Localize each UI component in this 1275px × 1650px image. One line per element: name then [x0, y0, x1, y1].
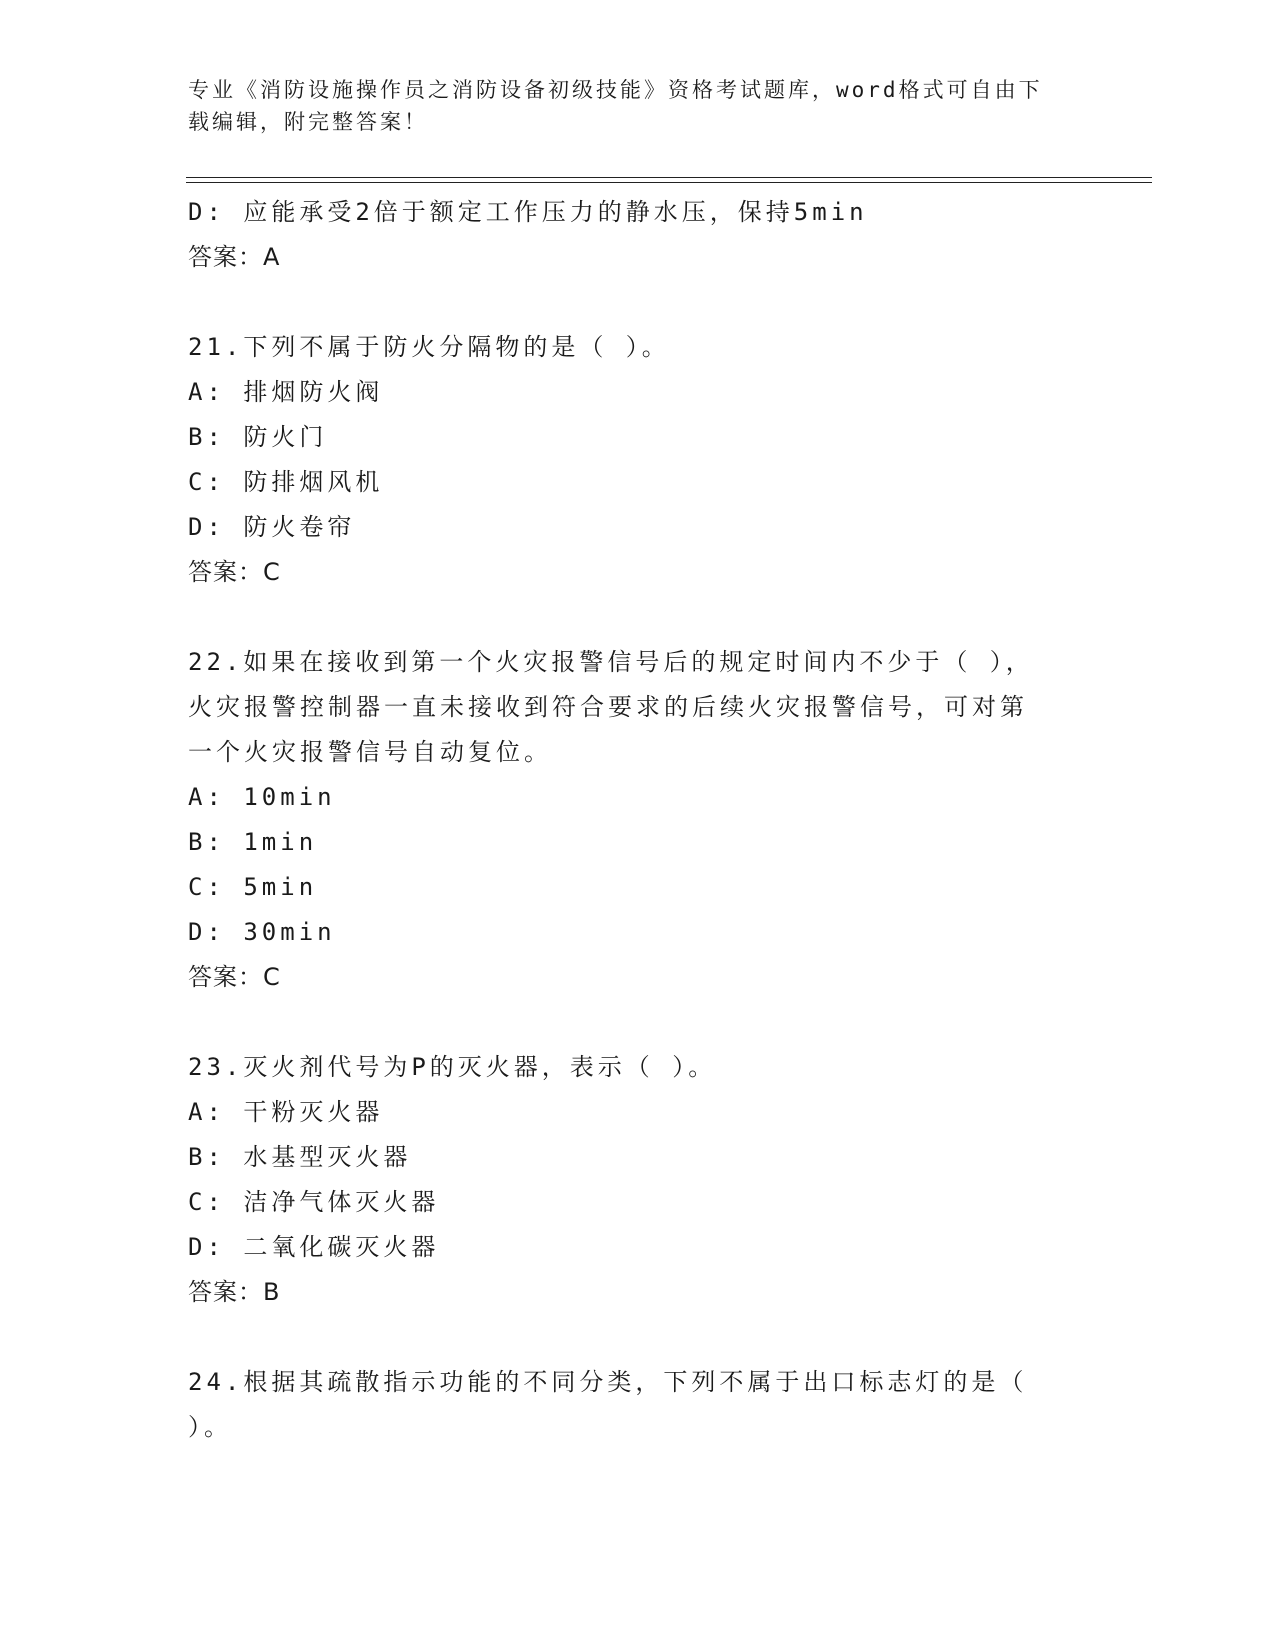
question-21: [188, 325, 1068, 595]
spacer: [188, 280, 1068, 325]
answer: 答案：C: [188, 963, 281, 991]
option-b: B: 水基型灭火器: [188, 1143, 412, 1171]
option-a: A: 10min: [188, 783, 336, 811]
question-22: [188, 640, 1068, 1000]
option-d: D: 二氧化碳灭火器: [188, 1233, 440, 1261]
question-stem-line-2: ）。: [188, 1413, 232, 1441]
answer: 答案：C: [188, 558, 281, 586]
header-line-1: 专业《消防设施操作员之消防设备初级技能》资格考试题库，word格式可自由下: [188, 78, 1043, 102]
question-stem-line-1: 22.如果在接收到第一个火灾报警信号后的规定时间内不少于（ ），: [188, 648, 1034, 676]
question-list: [188, 190, 1068, 1450]
spacer: [188, 595, 1068, 640]
question-stem: 21.下列不属于防火分隔物的是（ ）。: [188, 333, 670, 361]
answer: 答案：A: [188, 243, 281, 271]
option-a: A: 排烟防火阀: [188, 378, 384, 406]
question-stem-line-2: 火灾报警控制器一直未接收到符合要求的后续火灾报警信号，可对第: [188, 693, 1028, 721]
question-stem: 23.灭火剂代号为P的灭火器，表示（ ）。: [188, 1053, 717, 1081]
document-header: [188, 74, 1068, 138]
header-line-2: 载编辑，附完整答案！: [188, 110, 428, 134]
option-d: D: 30min: [188, 918, 336, 946]
header-rule-bottom: [186, 182, 1152, 183]
option-a: A: 干粉灭火器: [188, 1098, 384, 1126]
question-23: [188, 1045, 1068, 1315]
prev-question: [188, 190, 1068, 280]
option-b: B: 防火门: [188, 423, 328, 451]
option-c: C: 洁净气体灭火器: [188, 1188, 440, 1216]
option-c: C: 5min: [188, 873, 318, 901]
option-d: D: 防火卷帘: [188, 513, 356, 541]
question-24: [188, 1360, 1068, 1450]
option-d: D: 应能承受2倍于额定工作压力的静水压，保持5min: [188, 198, 868, 226]
option-b: B: 1min: [188, 828, 318, 856]
spacer: [188, 1315, 1068, 1360]
answer: 答案：B: [188, 1278, 281, 1306]
option-c: C: 防排烟风机: [188, 468, 384, 496]
spacer: [188, 1000, 1068, 1045]
header-rule-top: [186, 177, 1152, 178]
question-stem-line-1: 24.根据其疏散指示功能的不同分类，下列不属于出口标志灯的是（: [188, 1368, 1028, 1396]
question-stem-line-3: 一个火灾报警信号自动复位。: [188, 738, 552, 766]
